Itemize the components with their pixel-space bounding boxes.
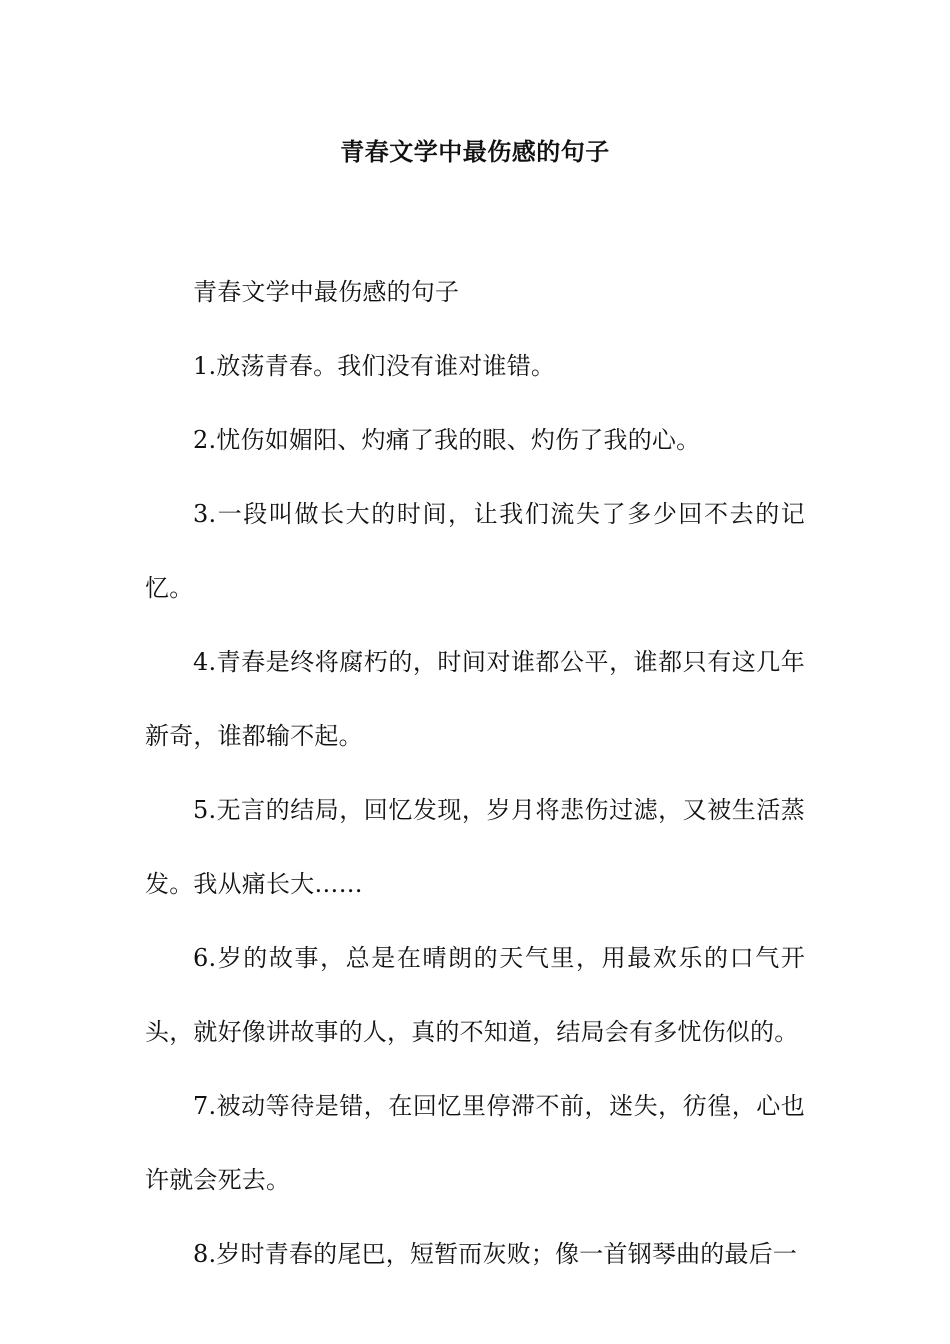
paragraph-8: 8.岁时青春的尾巴，短暂而灰败；像一首钢琴曲的最后一	[193, 1240, 798, 1268]
paragraph-5: 5.无言的结局，回忆发现，岁月将悲伤过滤，又被生活蒸发。我从痛长大……	[145, 796, 805, 898]
paragraph-7: 7.被动等待是错，在回忆里停滞不前，迷失，彷徨，心也许就会死去。	[145, 1092, 805, 1194]
paragraph-3: 3.一段叫做长大的时间，让我们流失了多少回不去的记忆。	[145, 500, 805, 602]
paragraph-4: 4.青春是终将腐朽的，时间对谁都公平，谁都只有这几年新奇，谁都输不起。	[145, 648, 805, 750]
document-title: 青春文学中最伤感的句子	[340, 137, 610, 166]
paragraph-subtitle: 青春文学中最伤感的句子	[193, 278, 460, 306]
paragraph-2: 2.忧伤如媚阳、灼痛了我的眼、灼伤了我的心。	[193, 426, 701, 454]
document-body	[145, 255, 805, 1291]
paragraph-1: 1.放荡青春。我们没有谁对谁错。	[193, 352, 556, 380]
paragraph-6: 6.岁的故事，总是在晴朗的天气里，用最欢乐的口气开头，就好像讲故事的人，真的不知道，结局会有多忧伤似的。	[145, 944, 805, 1046]
